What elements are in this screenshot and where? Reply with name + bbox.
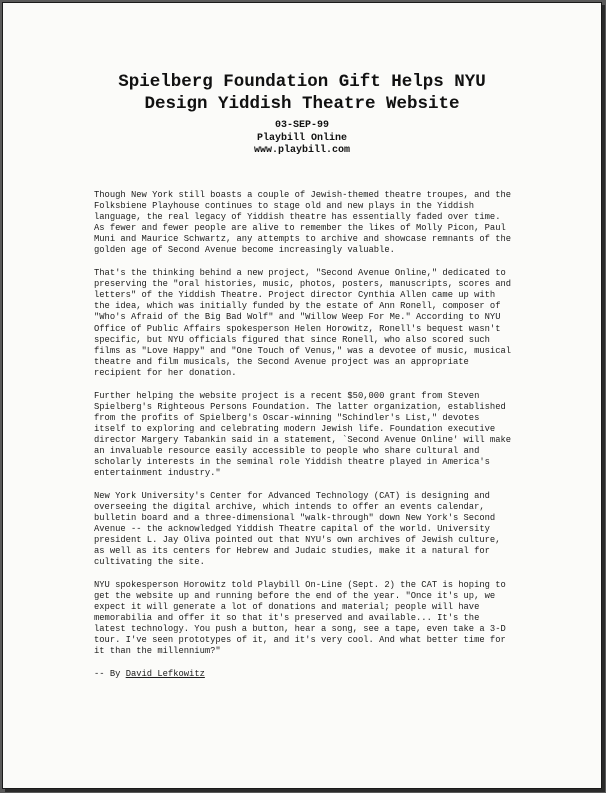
paragraph-4: New York University's Center for Advanced Technology (CAT) is designing and overseeing the digital archive, which intends to offer an events calendar, bulletin board and a three-dimensional "walk-through" down New York's Second Avenue -- the acknowledged Yiddish Theatre capital of the world. University president L. Jay Oliva pointed out that NYU's own archives of Jewish culture, as well as its centers for Hebrew and Judaic studies, make it a natural for cultivating the site. <box>94 490 501 568</box>
article-url: www.playbill.com <box>253 145 350 156</box>
article-source: Playbill Online <box>256 132 347 144</box>
article-body <box>94 190 526 689</box>
title-line-2: Design Yiddish Theatre Website <box>144 94 460 114</box>
byline-prefix: -- By <box>94 669 126 680</box>
document-page <box>2 2 602 789</box>
byline <box>94 669 526 680</box>
article-date: 03-SEP-99 <box>274 120 329 131</box>
paragraph-2: That's the thinking behind a new project, "Second Avenue Online," dedicated to preserving the "oral histories, music, photos, posters, manuscripts, scores and letters" of the Yiddish Theatre. Project director Cynthia Allen came up with the idea, which was initially funded by the estate of Ann Ronell, composer of "Who's Afraid of the Big Bad Wolf" and "Willow Weep For Me." According to NYU Office of Public Affairs spokesperson Helen Horowitz, Ronell's bequest wasn't specific, but NYU officials figured that since Ronell, who also scored such films as "Love Happy" and "One Touch of Venus," was a devotee of music, musical theatre and film musicals, the Second Avenue project was an appropriate recipient for her donation. <box>94 268 512 378</box>
paragraph-3: Further helping the website project is a recent $50,000 grant from Steven Spielberg's Righteous Persons Foundation. The latter organization, established from the profits of Spielberg's Oscar-winning "Schindler's List," devotes itself to exploring and celebrating modern Jewish life. Foundation executive director Margery Tabankin said in a statement, `Second Avenue Online' will make an invaluable resource easily accessible to people who share cultural and scholarly interests in the seminal role Yiddish theatre played in America's entertainment industry." <box>94 390 512 479</box>
article-header <box>3 71 601 158</box>
paragraph-1: Though New York still boasts a couple of Jewish-themed theatre troupes, and the Folksbiene Playhouse continues to stage old and new plays in the Yiddish language, the real legacy of Yiddish theatre has essentially faded over time. As fewer and fewer people are alive to remember the likes of Molly Picon, Paul Muni and Maurice Schwartz, any attempts to archive and showcase remnants of the golden age of Second Avenue become increasingly valuable. <box>94 190 512 256</box>
article-title <box>3 71 601 115</box>
paragraph-5: NYU spokesperson Horowitz told Playbill On-Line (Sept. 2) the CAT is hoping to get the website up and running before the end of the year. "Once it's up, we expect it will generate a lot of donations and material; people will have memorabilia and offer it so that it's preserved and available... It's the latest technology. You push a button, hear a song, see a tape, even take a 3-D tour. I've seen prototypes of it, and it's very cool. And what better time for it than the millennium?" <box>94 579 506 657</box>
title-line-1: Spielberg Foundation Gift Helps NYU <box>118 72 486 92</box>
author-name: David Lefkowitz <box>125 669 205 680</box>
